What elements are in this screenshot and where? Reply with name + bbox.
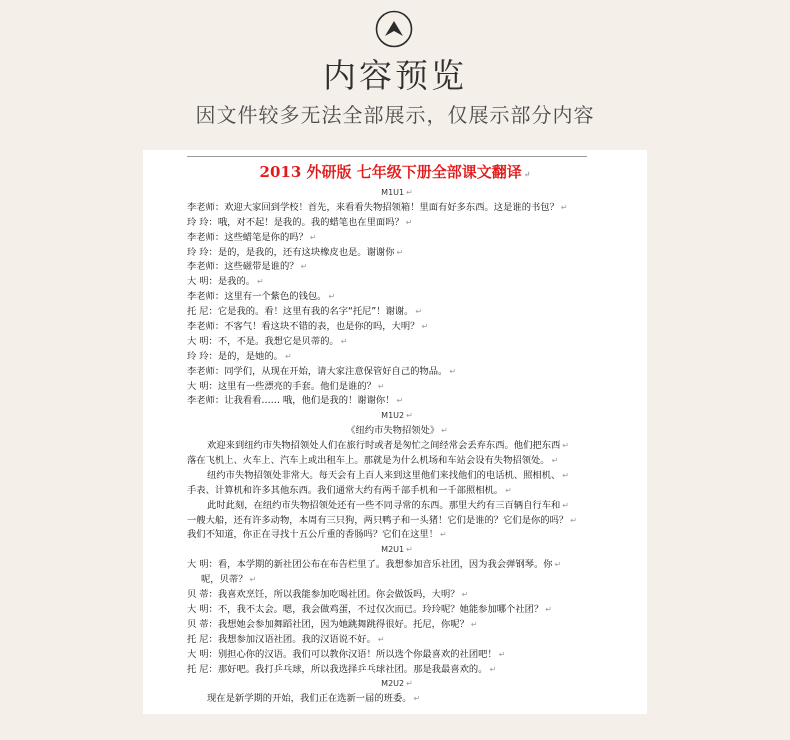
line-text: 玲 玲：是的，是我的，还有这块橡皮也是。谢谢你 (187, 246, 395, 258)
paragraph-mark: ↵ (545, 604, 552, 614)
paragraph-mark: ↵ (562, 500, 569, 510)
paragraph-mark: ↵ (377, 634, 385, 644)
line-text: 一艘大船，还有许多动物，本周有三只狗，两只鸭子和一头猪！它们是谁的？它们是你的吗？ (187, 514, 569, 526)
paragraph-mark: ↵ (421, 322, 429, 332)
document-title-text: 2013 外研版 七年级下册全部课文翻译 (259, 163, 522, 181)
paragraph-mark: ↵ (562, 470, 569, 480)
document-line (187, 558, 607, 573)
document-line (187, 469, 607, 484)
document-line (187, 424, 607, 439)
paragraph-mark: ↵ (551, 456, 559, 466)
line-text: 此时此刻，在纽约市失物招领处还有一些不同寻常的东西。那里大约有三百辆自行车和 (207, 499, 561, 511)
paragraph-mark: ↵ (560, 202, 568, 212)
document-title (143, 161, 647, 182)
line-text: 李老师：这里有一个紫色的钱包。 (187, 291, 327, 303)
document-body (187, 186, 607, 707)
page-subtitle: 因文件较多无法全部展示，仅展示部分内容 (195, 103, 595, 127)
paragraph-mark: ↵ (461, 590, 469, 600)
line-text: M1U2 (381, 411, 405, 421)
document-line (187, 543, 607, 558)
line-text: 纽约市失物招领处非常大。每天会有上百人来到这里他们来找他们的电话机、照相机、 (207, 469, 561, 481)
document-line (187, 186, 607, 201)
paragraph-mark: ↵ (523, 169, 531, 179)
paragraph-mark: ↵ (570, 515, 577, 525)
line-text: 托 尼：那好吧。我打乒乓球，所以我选择乒乓球社团。那是我最喜欢的。 (187, 663, 488, 675)
line-text: M1U1 (381, 188, 405, 197)
paragraph-mark: ↵ (440, 530, 447, 540)
document-line (187, 246, 607, 261)
line-text: 贝 蒂：我想她会参加舞蹈社团，因为她跳舞跳得很好。托尼，你呢？ (187, 618, 469, 630)
document-line (187, 648, 607, 663)
line-text: 李老师：不客气！看这块不错的表，也是你的吗，大明？ (187, 321, 420, 333)
paragraph-mark: ↵ (406, 679, 413, 689)
line-text: 玲 玲：哦，对不起！是我的。我的蜡笔也在里面吗？ (187, 216, 404, 228)
paragraph-mark: ↵ (441, 426, 448, 436)
paragraph-mark: ↵ (340, 336, 348, 346)
chevron-up-circle-icon (375, 10, 413, 48)
line-text: 李老师：这些磁带是谁的？ (187, 261, 299, 273)
paragraph-mark: ↵ (406, 188, 413, 197)
header-rule (187, 156, 587, 157)
line-text: 李老师：同学们，从现在开始，请大家注意保管好自己的物品。 (187, 365, 448, 377)
line-text: M2U1 (381, 545, 405, 555)
line-text: 大 明：不，我不太会。嗯，我会做鸡蛋，不过仅次而已。玲玲呢？她能参加哪个社团？ (187, 603, 544, 615)
document-line (187, 454, 607, 469)
line-text: 大 明：看，本学期的新社团公布在布告栏里了。我想参加音乐社团，因为我会弹钢琴。你 (187, 559, 553, 571)
line-text: 李老师：欢迎大家回到学校！首先，来看看失物招领箱！里面有好多东西。这是谁的书包？ (187, 201, 559, 213)
paragraph-mark: ↵ (470, 619, 478, 629)
document-line (187, 677, 607, 692)
document-line (187, 394, 607, 409)
line-text: 玲 玲：是的，是她的。 (187, 350, 283, 362)
line-text: 大 明：这里有一些漂亮的手套。他们是谁的？ (187, 380, 376, 392)
document-line (187, 201, 607, 216)
line-text: 大 明：是我的。 (187, 276, 256, 288)
paragraph-mark: ↵ (377, 381, 385, 391)
document-line (187, 663, 607, 678)
line-text: 贝 蒂：我喜欢烹饪，所以我能参加吃喝社团。你会做饭吗，大明？ (187, 589, 460, 601)
paragraph-mark: ↵ (396, 396, 404, 406)
line-text: 呢，贝蒂？ (201, 574, 248, 586)
line-text: 大 明：别担心你的汉语。我们可以教你汉语！所以选个你最喜欢的社团吧！ (187, 648, 497, 660)
paragraph-mark: ↵ (449, 366, 457, 376)
paragraph-mark: ↵ (505, 485, 512, 495)
line-text: 手表、计算机和许多其他东西。我们通常大约有两千部手机和一千部照相机。 (187, 484, 504, 496)
paragraph-mark: ↵ (396, 247, 404, 257)
document-line (187, 350, 607, 365)
line-text: 托 尼：我想参加汉语社团。我的汉语说不好。 (187, 633, 376, 645)
document-line (187, 305, 607, 320)
document-line (187, 380, 607, 395)
paragraph-mark: ↵ (498, 649, 506, 659)
document-preview[interactable] (143, 150, 647, 714)
document-line (187, 231, 607, 246)
document-line (187, 603, 607, 618)
paragraph-mark: ↵ (257, 277, 264, 287)
document-line (187, 499, 607, 514)
document-line (187, 260, 607, 275)
paragraph-mark: ↵ (406, 545, 413, 555)
document-line (187, 365, 607, 380)
document-line (187, 409, 607, 424)
paragraph-mark: ↵ (405, 217, 413, 227)
document-line (187, 573, 607, 588)
document-line (187, 439, 607, 454)
document-line (187, 633, 607, 648)
document-line (187, 528, 607, 543)
paragraph-mark: ↵ (554, 560, 562, 570)
paragraph-mark: ↵ (328, 292, 336, 302)
line-text: 大 明：不，不是。我想它是贝蒂的。 (187, 335, 339, 347)
document-line (187, 588, 607, 603)
paragraph-mark: ↵ (562, 441, 569, 451)
paragraph-mark: ↵ (413, 694, 421, 704)
paragraph-mark: ↵ (309, 232, 317, 242)
line-text: 托 尼：它是我的。看！这里有我的名字“托尼”！谢谢。 (187, 306, 414, 318)
document-line (187, 484, 607, 499)
document-line (187, 692, 607, 707)
document-line (187, 618, 607, 633)
paragraph-mark: ↵ (415, 307, 423, 317)
line-text: 现在是新学期的开始，我们正在选新一届的班委。 (207, 693, 412, 705)
paragraph-mark: ↵ (284, 351, 292, 361)
page-title: 内容预览 (323, 56, 467, 95)
paragraph-mark: ↵ (406, 411, 413, 421)
document-line (187, 320, 607, 335)
paragraph-mark: ↵ (489, 664, 497, 674)
document-line (187, 335, 607, 350)
line-text: 我们不知道，你正在寻找十五公斤重的香肠吗？它们在这里！ (187, 529, 439, 541)
document-line (187, 290, 607, 305)
line-text: 欢迎来到纽约市失物招领处人们在旅行时或者是匆忙之间经常会丢弃东西。他们把东西 (207, 440, 561, 452)
line-text: 《纽约市失物招领处》 (346, 425, 440, 437)
paragraph-mark: ↵ (300, 262, 308, 272)
line-text: 李老师：让我看看…… 哦，他们是我的！谢谢你！ (187, 395, 395, 407)
document-line (187, 216, 607, 231)
line-text: 落在飞机上、火车上、汽车上或出租车上。那就是为什么机场和车站会设有失物招领处。 (187, 455, 550, 467)
line-text: 李老师：这些蜡笔是你的吗？ (187, 231, 308, 243)
document-line (187, 514, 607, 529)
paragraph-mark: ↵ (249, 575, 257, 585)
document-line (187, 275, 607, 290)
line-text: M2U2 (381, 679, 405, 689)
